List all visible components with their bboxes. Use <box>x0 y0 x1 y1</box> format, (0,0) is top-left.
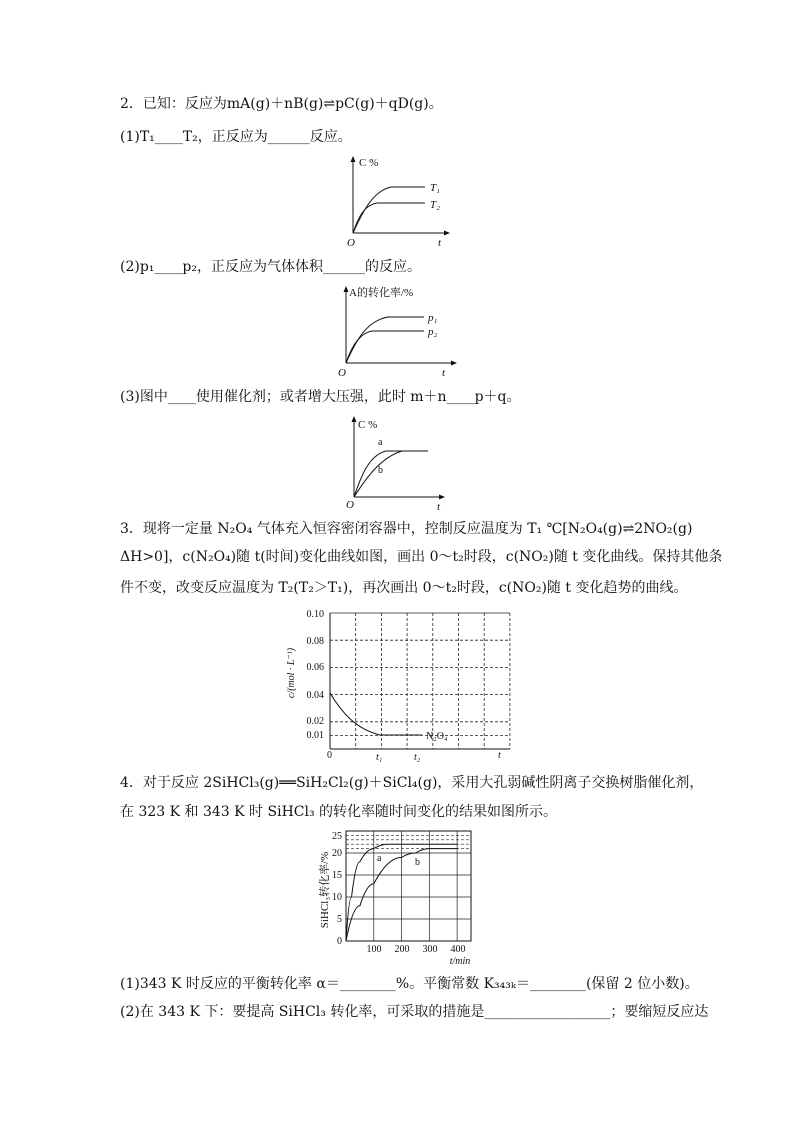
q3-line2: ΔH>0]，c(N₂O₄)随 t(时间)变化曲线如图，画出 0～t₂时段，c(NO₂)随 t 变化曲线。保持其他条 <box>120 549 723 565</box>
figure-sihcl3-chart <box>316 825 486 967</box>
q4-line2: 在 323 K 和 343 K 时 SiHCl₃ 的转化率随时间变化的结果如图所示。 <box>120 804 558 820</box>
q4-xlabel: t/min <box>449 956 471 967</box>
q3-ylabel: c/(mol · L⁻¹) <box>286 647 297 699</box>
q4-sub2: (2)在 343 K 下：要提高 SiHCl₃ 转化率，可采取的措施是__________________；要缩短反应达 <box>120 1004 709 1020</box>
curve-a <box>354 451 428 497</box>
curve-p2 <box>346 331 424 363</box>
q4-curve-b-label: b <box>415 857 420 868</box>
fig1-xlabel: t <box>438 237 442 249</box>
fig3-ylabel: C % <box>358 419 378 431</box>
q4-ytick-5: 5 <box>337 914 342 925</box>
q3-ytick-010: 0.10 <box>306 609 324 620</box>
fig3-curve2-label: b <box>378 465 383 476</box>
fig3-xlabel: t <box>437 501 441 510</box>
fig3-curve1-label: a <box>378 437 383 448</box>
q4-line1: 4．对于反应 2SiHCl₃(g)══SiH₂Cl₂(g)＋SiCl₄(g)，采用大孔弱碱性阴离子交换树脂催化剂， <box>120 775 704 791</box>
q3-line3: 件不变，改变反应温度为 T₂(T₂＞T₁)，再次画出 0～t₂时段，c(NO₂)随 t 变化趋势的曲线。 <box>120 580 688 596</box>
n2o4-label: N₂O₄ <box>426 731 448 742</box>
fig3-origin: O <box>346 499 354 510</box>
q3-ytick-004: 0.04 <box>306 690 324 701</box>
fig1-curve2-label: T₂ <box>430 199 440 211</box>
fig1-origin: O <box>347 237 355 249</box>
q4-ytick-10: 10 <box>332 892 342 903</box>
q2-sub1: (1)T₁____T₂，正反应为______反应。 <box>120 129 352 145</box>
q4-sub1: (1)343 K 时反应的平衡转化率 α＝________%。平衡常数 K₃₄₃ₖ＝________(保留 2 位小数)。 <box>120 976 699 992</box>
q4-xtick-300: 300 <box>422 944 438 955</box>
n2o4-curve <box>330 693 422 735</box>
q3-xtick-t: t <box>498 750 501 761</box>
q4-ylabel: SiHCl₃转化率/% <box>319 851 331 929</box>
q4-xtick-100: 100 <box>366 944 382 955</box>
q3-xtick-t1: t₁ <box>376 752 383 763</box>
q4-ytick-25: 25 <box>332 831 342 842</box>
q3-ytick-001: 0.01 <box>306 730 324 741</box>
fig1-ylabel: C % <box>359 157 379 169</box>
q4-xtick-200: 200 <box>394 944 410 955</box>
q3-ytick-008: 0.08 <box>306 636 324 647</box>
fig2-curve1-label: p₁ <box>428 312 438 324</box>
fig2-origin: O <box>338 367 346 379</box>
fig1-curve1-label: T₁ <box>430 182 440 194</box>
q3-ytick-002: 0.02 <box>306 716 324 727</box>
q3-xtick-t2: t₂ <box>414 752 421 763</box>
fig2-ylabel: A的转化率/% <box>349 287 414 299</box>
q2-sub2: (2)p₁____p₂，正反应为气体体积______的反应。 <box>120 259 421 275</box>
q4-plot-frame <box>346 831 471 941</box>
q3-line1: 3．现将一定量 N₂O₄ 气体充入恒容密闭容器中，控制反应温度为 T₁ ℃[N₂O₄(g)⇌2NO₂(g) <box>120 521 693 537</box>
q2-stem: 2．已知：反应为mA(g)＋nB(g)⇌pC(g)＋qD(g)。 <box>120 96 443 112</box>
fig2-xlabel: t <box>442 367 446 379</box>
q2-sub3: (3)图中____使用催化剂；或者增大压强，此时 m＋n____p＋q。 <box>120 389 521 405</box>
q4-ytick-20: 20 <box>332 848 342 859</box>
figure-temperature <box>335 153 455 250</box>
q4-curve-a-label: a <box>377 853 382 864</box>
q3-xtick-0: 0 <box>327 750 332 761</box>
q4-ytick-15: 15 <box>332 870 342 881</box>
q4-ytick-0: 0 <box>337 936 342 947</box>
q3-ytick-006: 0.06 <box>306 662 324 673</box>
curve-t2 <box>353 203 425 233</box>
figure-n2o4-chart <box>280 603 520 768</box>
q4-xtick-400: 400 <box>450 944 466 955</box>
fig2-curve2-label: p₂ <box>428 326 438 338</box>
figure-pressure <box>332 283 462 380</box>
figure-catalyst <box>340 413 450 510</box>
